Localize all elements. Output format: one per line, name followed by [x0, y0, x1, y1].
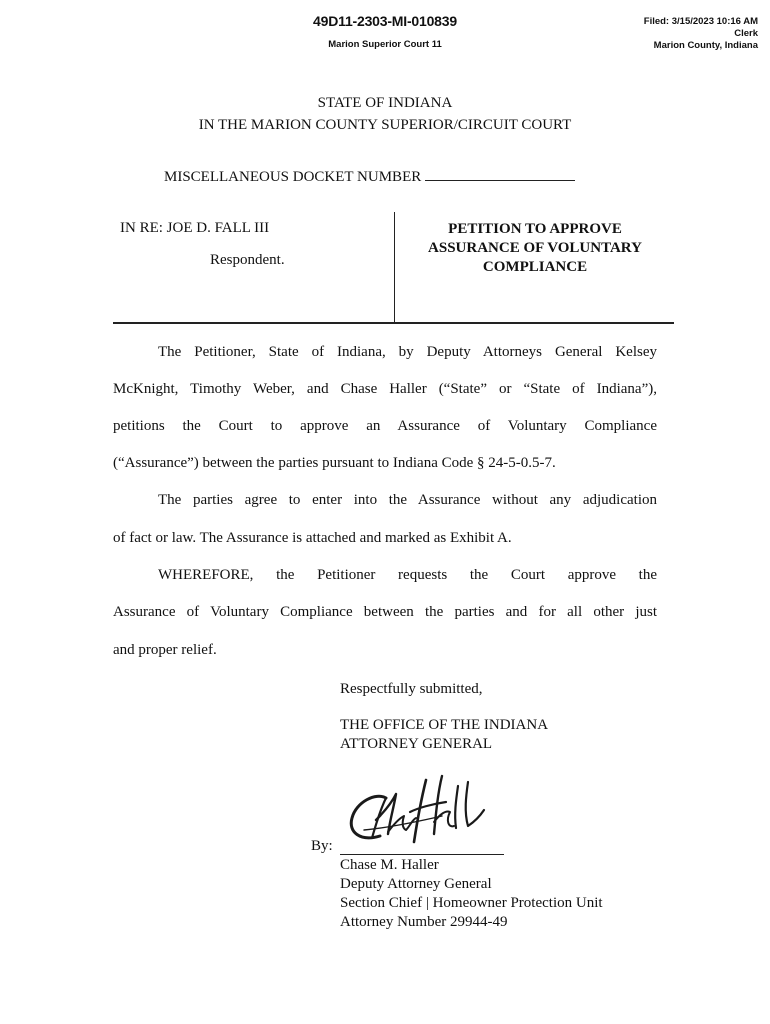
body-line: The parties agree to enter into the Assurance without any adjudication: [158, 492, 657, 508]
filed-county: Marion County, Indiana: [653, 40, 758, 51]
office-line: ATTORNEY GENERAL: [340, 736, 493, 752]
office-line: THE OFFICE OF THE INDIANA: [340, 717, 549, 733]
respondent-label: Respondent.: [210, 252, 285, 268]
body-line: Assurance of Voluntary Compliance between the parties and for all other just: [113, 604, 657, 620]
petition-title-line: COMPLIANCE: [482, 259, 588, 275]
signer-title: Deputy Attorney General: [340, 876, 492, 892]
handwritten-signature: [346, 772, 496, 853]
signature-line: [340, 854, 504, 855]
body-line: WHEREFORE, the Petitioner requests the Court approve the: [158, 567, 657, 583]
docket-blank: [425, 166, 575, 181]
filed-stamp: [644, 16, 758, 52]
filed-date: Filed: 3/15/2023 10:16 AM: [643, 16, 758, 27]
caption-divider: [394, 212, 395, 323]
court-heading: IN THE MARION COUNTY SUPERIOR/CIRCUIT COURT: [198, 117, 572, 133]
in-re-caption: IN RE: JOE D. FALL III: [120, 220, 270, 236]
body-line: McKnight, Timothy Weber, and Chase Haller (“State” or “State of Indiana”),: [113, 381, 657, 397]
petition-title: [405, 220, 665, 277]
signer-name: Chase M. Haller: [340, 857, 439, 873]
by-label: By:: [311, 838, 333, 854]
body-line: (“Assurance”) between the parties pursuant to Indiana Code § 24-5-0.5-7.: [113, 455, 556, 471]
signer-attorney-number: Attorney Number 29944-49: [340, 914, 508, 930]
body-line: and proper relief.: [113, 642, 217, 658]
body-line: petitions the Court to approve an Assurance of Voluntary Compliance: [113, 418, 657, 434]
docket-number-line: [164, 166, 575, 186]
office-name: [340, 716, 548, 754]
state-heading: STATE OF INDIANA: [317, 95, 453, 111]
caption-rule: [113, 322, 674, 324]
signer-details: [340, 856, 603, 932]
petition-title-line: ASSURANCE OF VOLUNTARY: [428, 240, 642, 256]
filed-clerk: Clerk: [734, 28, 758, 39]
court-name: Marion Superior Court 11: [328, 39, 442, 50]
case-number: 49D11-2303-MI-010839: [313, 13, 457, 29]
signer-section: Section Chief | Homeowner Protection Unit: [340, 895, 603, 911]
body-line: of fact or law. The Assurance is attached and marked as Exhibit A.: [113, 530, 512, 546]
docket-label: MISCELLANEOUS DOCKET NUMBER: [164, 169, 422, 185]
body-line: The Petitioner, State of Indiana, by Deputy Attorneys General Kelsey: [158, 344, 657, 360]
closing-text: Respectfully submitted,: [340, 681, 483, 697]
petition-title-line: PETITION TO APPROVE: [448, 221, 622, 237]
